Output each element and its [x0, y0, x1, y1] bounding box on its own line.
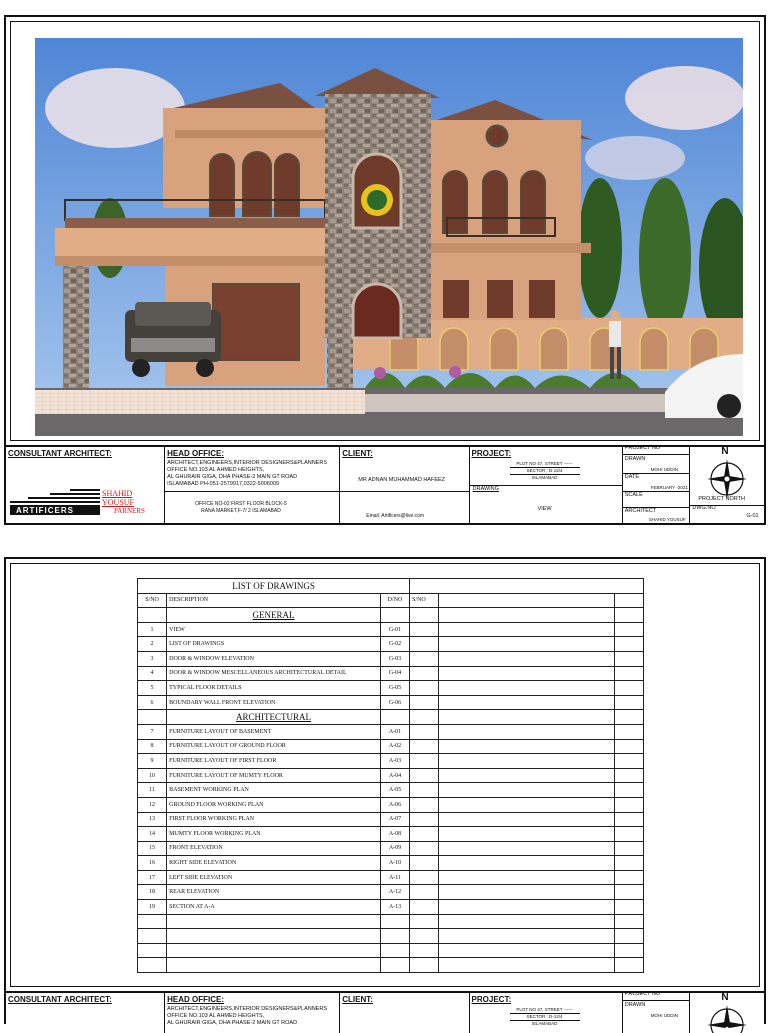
- table-row: [138, 768, 644, 783]
- project-cell: [470, 993, 623, 1033]
- row-description: FRONT ELEVATION: [167, 841, 381, 856]
- head-office-cell: [165, 993, 340, 1033]
- row-drawing-number: A-10: [380, 856, 409, 871]
- dwg-no-value: G-01: [746, 513, 759, 519]
- client-cell: [340, 447, 469, 525]
- row-drawing-number: A-05: [380, 783, 409, 798]
- project-info-cell: [623, 447, 691, 525]
- consultant-cell: [6, 447, 165, 525]
- row-drawing-number: G-03: [380, 651, 409, 666]
- row-description: SECTION AT A-A: [167, 900, 381, 915]
- row-number: 6: [138, 695, 167, 710]
- architect-label: ARCHITECT: [624, 508, 657, 514]
- title-block-2: [6, 991, 764, 1033]
- row-number: 8: [138, 739, 167, 754]
- drawn-value: MOHI UDDIN: [650, 1013, 678, 1018]
- email-text: Email: Artificers@live.com: [366, 513, 425, 519]
- table-row: [138, 797, 644, 812]
- drawing-label: DRAWING: [472, 486, 499, 492]
- head-office-line: AL GHURAIR GIGA, DHA PHASE-2 MAIN GT ROAD: [167, 474, 298, 480]
- row-number: 3: [138, 651, 167, 666]
- consultant-label: CONSULTANT ARCHITECT:: [8, 449, 112, 458]
- blank-row: [138, 943, 644, 958]
- blank-row: [138, 914, 644, 929]
- row-description: BASEMENT WORKING PLAN: [167, 783, 381, 798]
- section-title: ARCHITECTURAL: [167, 710, 381, 725]
- office2-line: OFFICE NO-02 FIRST FLOOR BLOCK-5: [195, 501, 287, 507]
- row-drawing-number: A-07: [380, 812, 409, 827]
- project-line: PLOT NO 47, STREET ------: [510, 461, 580, 468]
- head-office-label: HEAD OFFICE:: [167, 995, 225, 1004]
- row-drawing-number: A-03: [380, 754, 409, 769]
- drawing-sheet-list: [4, 557, 766, 1024]
- row-number: 16: [138, 856, 167, 871]
- north-letter: N: [721, 992, 729, 1003]
- drawn-label: DRAWN: [624, 456, 646, 462]
- scale-label: SCALE: [624, 492, 643, 498]
- consultant-label: CONSULTANT ARCHITECT:: [8, 995, 112, 1004]
- table-row: [138, 739, 644, 754]
- project-line: ISLAMABAD: [531, 1021, 558, 1026]
- row-drawing-number: A-04: [380, 768, 409, 783]
- table-row: [138, 900, 644, 915]
- head-office-line: ISLAMABAD PH-051-2579917,0322-5006009: [167, 481, 280, 487]
- table-row: [138, 783, 644, 798]
- table-title: LIST OF DRAWINGS: [138, 579, 410, 594]
- row-number: 10: [138, 768, 167, 783]
- north-cell: [690, 447, 764, 525]
- head-office-label: HEAD OFFICE:: [167, 449, 225, 458]
- row-number: 9: [138, 754, 167, 769]
- row-number: 5: [138, 681, 167, 696]
- client-label: CLIENT:: [342, 449, 373, 458]
- row-description: BOUNDARY WALL FRONT ELEVATION: [167, 695, 381, 710]
- project-label: PROJECT:: [471, 449, 512, 458]
- row-description: FURNITURE LAYOUT OF GROUND FLOOR: [167, 739, 381, 754]
- client-label: CLIENT:: [342, 995, 373, 1004]
- drawing-name: VIEW: [537, 506, 552, 512]
- row-description: FURNITURE LAYOUT OF MUMTY FLOOR: [167, 768, 381, 783]
- drawing-sheet-view: [4, 15, 766, 525]
- row-drawing-number: G-04: [380, 666, 409, 681]
- row-drawing-number: G-02: [380, 637, 409, 652]
- house-render: [35, 38, 743, 436]
- row-number: 1: [138, 622, 167, 637]
- row-number: 15: [138, 841, 167, 856]
- project-address: [510, 1007, 580, 1027]
- project-cell: [470, 447, 623, 525]
- drawn-label: DRAWN: [624, 1002, 646, 1008]
- project-address: [510, 461, 580, 481]
- head-office-line: ARCHITECT,ENGINEERS,INTERIOR DESIGNERS&PLANNERS: [167, 460, 327, 466]
- row-number: 2: [138, 637, 167, 652]
- logo-partner-b: PARNERS: [114, 507, 145, 515]
- row-number: 14: [138, 827, 167, 842]
- row-number: 4: [138, 666, 167, 681]
- header-sno-2: S/NO: [410, 593, 439, 608]
- row-number: 12: [138, 797, 167, 812]
- row-number: 19: [138, 900, 167, 915]
- row-description: FIRST FLOOR WORKING PLAN: [167, 812, 381, 827]
- row-drawing-number: A-12: [380, 885, 409, 900]
- row-drawing-number: A-08: [380, 827, 409, 842]
- table-row: [138, 637, 644, 652]
- dwg-no-label: DWG.NO: [692, 505, 716, 511]
- project-line: ISLAMABAD: [531, 475, 558, 480]
- table-row: [138, 681, 644, 696]
- drawn-value: MOHI UDDIN: [650, 467, 678, 472]
- header-dno: D/NO: [380, 593, 409, 608]
- row-drawing-number: G-01: [380, 622, 409, 637]
- table-header-row: [138, 593, 644, 608]
- table-row: [138, 827, 644, 842]
- office2-address: [195, 501, 287, 515]
- row-description: GROUND FLOOR WORKING PLAN: [167, 797, 381, 812]
- house-render-illustration: [35, 38, 743, 436]
- head-office-address: [167, 460, 327, 488]
- table-row: [138, 651, 644, 666]
- row-description: LIST OF DRAWINGS: [167, 637, 381, 652]
- project-label: PROJECT:: [471, 995, 512, 1004]
- row-description: REAR ELEVATION: [167, 885, 381, 900]
- project-line: SECTOR : D-12/4: [510, 468, 580, 475]
- office2-line: RANA MARKET,F-7/ 2 ISLAMABAD: [201, 508, 281, 514]
- blank-row: [138, 958, 644, 973]
- row-drawing-number: A-11: [380, 870, 409, 885]
- client-cell: [340, 993, 469, 1033]
- head-office-line: AL GHURAIR GIGA, DHA PHASE-2 MAIN GT ROAD: [167, 1020, 298, 1026]
- project-line: PLOT NO 47, STREET ------: [510, 1007, 580, 1014]
- table-title-row: [138, 579, 644, 594]
- row-number: 13: [138, 812, 167, 827]
- drawing-frame: [10, 21, 760, 441]
- table-row: [138, 885, 644, 900]
- section-title: GENERAL: [167, 608, 381, 623]
- project-no-label: PROJECT NO: [624, 445, 661, 451]
- table-row: [138, 724, 644, 739]
- head-office-line: OFFICE NO.103 AL AHMED HEIGHTS,: [167, 1013, 265, 1019]
- artificers-logo: [10, 487, 160, 519]
- row-description: TYPICAL FLOOR DETAILS: [167, 681, 381, 696]
- date-value: FEBRUARY -2021: [650, 485, 688, 490]
- consultant-cell: [6, 993, 165, 1033]
- row-description: RIGHT SIDE ELEVATION: [167, 856, 381, 871]
- architect-value: SHAHID YOUSUF: [648, 517, 686, 522]
- header-description: DESCRIPTION: [167, 593, 381, 608]
- table-row: [138, 622, 644, 637]
- project-line: SECTOR : D-12/4: [510, 1014, 580, 1021]
- logo-partner-a: SHAHID YOUSUF: [102, 489, 135, 507]
- head-office-line: ARCHITECT,ENGINEERS,INTERIOR DESIGNERS&PLANNERS: [167, 1006, 327, 1012]
- row-number: 7: [138, 724, 167, 739]
- row-drawing-number: A-13: [380, 900, 409, 915]
- row-description: DOOR & WINDOW ELEVATION: [167, 651, 381, 666]
- table-row: [138, 754, 644, 769]
- table-row: [138, 695, 644, 710]
- row-description: MUMTY FLOOR WORKING PLAN: [167, 827, 381, 842]
- drawing-frame: [10, 563, 760, 987]
- header-sno: S/NO: [138, 593, 167, 608]
- north-label: PROJECT NORTH: [698, 496, 745, 502]
- row-drawing-number: G-06: [380, 695, 409, 710]
- row-description: DOOR & WINDOW MESCELLANEOUS ARCHITECTURAL DETAIL: [167, 666, 381, 681]
- section-row: [138, 608, 644, 623]
- project-info-cell: [623, 993, 691, 1033]
- row-description: LEFT SIDE ELEVATION: [167, 870, 381, 885]
- table-row: [138, 856, 644, 871]
- drawings-table: [137, 578, 644, 973]
- row-drawing-number: A-01: [380, 724, 409, 739]
- row-number: 11: [138, 783, 167, 798]
- blank-row: [138, 929, 644, 944]
- logo-text: ARTIFICERS: [16, 506, 74, 515]
- row-description: FURNITURE LAYOUT OF FIRST FLOOR: [167, 754, 381, 769]
- row-drawing-number: G-05: [380, 681, 409, 696]
- client-name: MR ADNAN MUHAMMAD HAFEEZ: [358, 477, 446, 483]
- table-row: [138, 841, 644, 856]
- table-row: [138, 666, 644, 681]
- row-description: VIEW: [167, 622, 381, 637]
- north-letter: N: [721, 446, 729, 457]
- table-row: [138, 812, 644, 827]
- table-row: [138, 870, 644, 885]
- section-row: [138, 710, 644, 725]
- row-drawing-number: A-09: [380, 841, 409, 856]
- row-number: 18: [138, 885, 167, 900]
- row-number: 17: [138, 870, 167, 885]
- row-drawing-number: A-02: [380, 739, 409, 754]
- row-description: FURNITURE LAYOUT OF BASEMENT: [167, 724, 381, 739]
- title-block: [6, 445, 764, 525]
- head-office-cell: [165, 447, 340, 525]
- date-label: DATE: [624, 474, 639, 480]
- project-no-label: PROJECT NO: [624, 991, 661, 997]
- north-cell: [690, 993, 764, 1033]
- row-drawing-number: A-06: [380, 797, 409, 812]
- head-office-line: OFFICE NO.103 AL AHMED HEIGHTS,: [167, 467, 265, 473]
